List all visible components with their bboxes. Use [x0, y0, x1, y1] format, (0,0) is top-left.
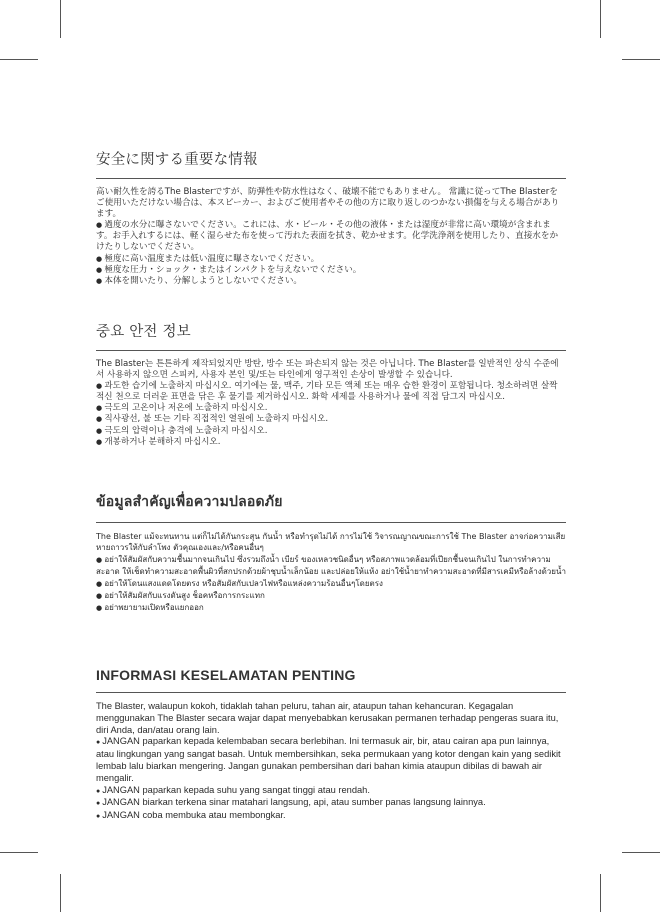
crop-mark [60, 874, 61, 912]
section-heading: 중요 안전 정보 [96, 320, 566, 351]
list-item: ● JANGAN paparkan kepada kelembaban secara berlebihan. Ini termasuk air, bir, atau cairan apa pun lainnya, atau lingkungan yang sangat basah. Untuk membersihkan, seka permukaan yang kotor dengan kain yang sedikit lembab lalu biarkan mengering. Jangan gunakan pembersihan dari bahan kimia ataupun dibilas di bawah air mengalir. [96, 736, 566, 784]
list-item: ● JANGAN paparkan kepada suhu yang sangat tinggi atau rendah. [96, 785, 566, 798]
list-item: ● อย่าให้โดนแสงแดดโดยตรง หรือสัมผัสกับเปลวไฟหรือแหล่งความร้อนอื่นๆโดยตรง [96, 578, 566, 590]
crop-mark [622, 59, 660, 60]
list-item: ● 過度の水分に曝さないでください。これには、水・ビール・その他の液体・または湿度が非常に高い環境が含まれます。お手入れするには、軽く湿らせた布を使って汚れた表面を拭き、乾かせます。化学洗浄剤を使用したり、直接水をかけたりしないでください。 [96, 220, 566, 253]
list-item: ● อย่าให้สัมผัสกับแรงดันสูง ช็อคหรือการกระแทก [96, 590, 566, 602]
crop-mark [600, 0, 601, 38]
bullet-list [96, 220, 566, 287]
list-item: ● อย่าให้สัมผัสกับความชื้นมากจนเกินไป ซึ่งรวมถึงน้ำ เบียร์ ของเหลวชนิดอื่นๆ หรือสภาพแวดล้อมที่เปียกชื้นจนเกินไป ในการทำความสะอาด ให้เช็ดทำความสะอาดพื้นผิวที่สกปรกด้วยผ้าชุบน้ำเล็กน้อย และปล่อยให้แห้ง อย่าใช้น้ำยาทำความสะอาดที่มีสารเคมีหรือล้างด้วยน้ำ [96, 554, 566, 578]
crop-mark [0, 852, 38, 853]
list-item: ● 極度な圧力・ショック・またはインパクトを与えないでください。 [96, 265, 566, 276]
list-item: ● 극도의 고온이나 저온에 노출하지 마십시오. [96, 403, 566, 414]
crop-mark [60, 0, 61, 38]
crop-mark [0, 59, 38, 60]
list-item: ● 本体を開いたり、分解しようとしないでください。 [96, 276, 566, 287]
section-body [96, 531, 566, 615]
bullet-list [96, 381, 566, 448]
crop-mark [622, 852, 660, 853]
section-body [96, 701, 566, 823]
list-item: ● JANGAN coba membuka atau membongkar. [96, 810, 566, 823]
section-thai [96, 491, 566, 615]
intro-paragraph: The Blaster แม้จะทนทาน แต่ก็ไม่ได้กันกระสุน กันน้ำ หรือทำรุดไม่ได้ การไม่ใช้ วิจารณญาณขณะการใช้ The Blaster อาจก่อความเสียหายถาวรให้กับลำโพง ตัวคุณเองและ/หรือคนอื่นๆ [96, 532, 566, 553]
section-heading: 安全に関する重要な情報 [96, 148, 566, 179]
list-item: ● 극도의 압력이나 충격에 노출하지 마십시오. [96, 426, 566, 437]
list-item: ● JANGAN biarkan terkena sinar matahari langsung, api, atau sumber panas langsung lainnya. [96, 797, 566, 810]
section-japanese [96, 148, 566, 287]
section-indonesian [96, 667, 566, 823]
section-body [96, 359, 566, 448]
section-korean [96, 320, 566, 448]
list-item: ● 개봉하거나 분해하지 마십시오. [96, 437, 566, 448]
bullet-list [96, 736, 566, 823]
section-heading: INFORMASI KESELAMATAN PENTING [96, 667, 566, 693]
intro-paragraph: The Blaster는 튼튼하게 제작되었지만 방탄, 방수 또는 파손되지 않는 것은 아닙니다. The Blaster를 일반적인 상식 수준에서 사용하지 않으면 스피커, 사용자 본인 및/또는 타인에게 영구적인 손상이 발생할 수 있습니다. [96, 359, 559, 381]
intro-paragraph: The Blaster, walaupun kokoh, tidaklah tahan peluru, tahan air, ataupun tahan kehancuran. Kegagalan menggunakan The Blaster secara wajar dapat menyebabkan kerusakan permanen terhadap pengeras suara itu, diri Anda, dan/atau orang lain. [96, 701, 559, 735]
bullet-list [96, 554, 566, 615]
intro-paragraph: 高い耐久性を誇るThe Blasterですが、防弾性や防水性はなく、破壊不能でもありません。 常識に従ってThe Blasterをご使用いただけない場合は、本スピーカー、およびご使用者やその他の方に取り返しのつかない損傷を与える場合があります。 [96, 187, 560, 220]
crop-mark [600, 874, 601, 912]
list-item: ● 極度に高い温度または低い温度に曝さないでください。 [96, 254, 566, 265]
list-item: ● 과도한 습기에 노출하지 마십시오. 여기에는 물, 맥주, 기타 모든 액체 또는 매우 습한 환경이 포함됩니다. 청소하려면 살짝 적신 천으로 더러운 표면을 닦은 후 물기를 제거하십시오. 화학 세제를 사용하거나 물에 직접 담그지 마십시오. [96, 381, 566, 403]
list-item: ● 직사광선, 불 또는 기타 직접적인 열원에 노출하지 마십시오. [96, 414, 566, 425]
section-body [96, 187, 566, 287]
list-item: ● อย่าพยายามเปิดหรือแยกออก [96, 602, 566, 614]
section-heading: ข้อมูลสำคัญเพื่อความปลอดภัย [96, 491, 566, 523]
